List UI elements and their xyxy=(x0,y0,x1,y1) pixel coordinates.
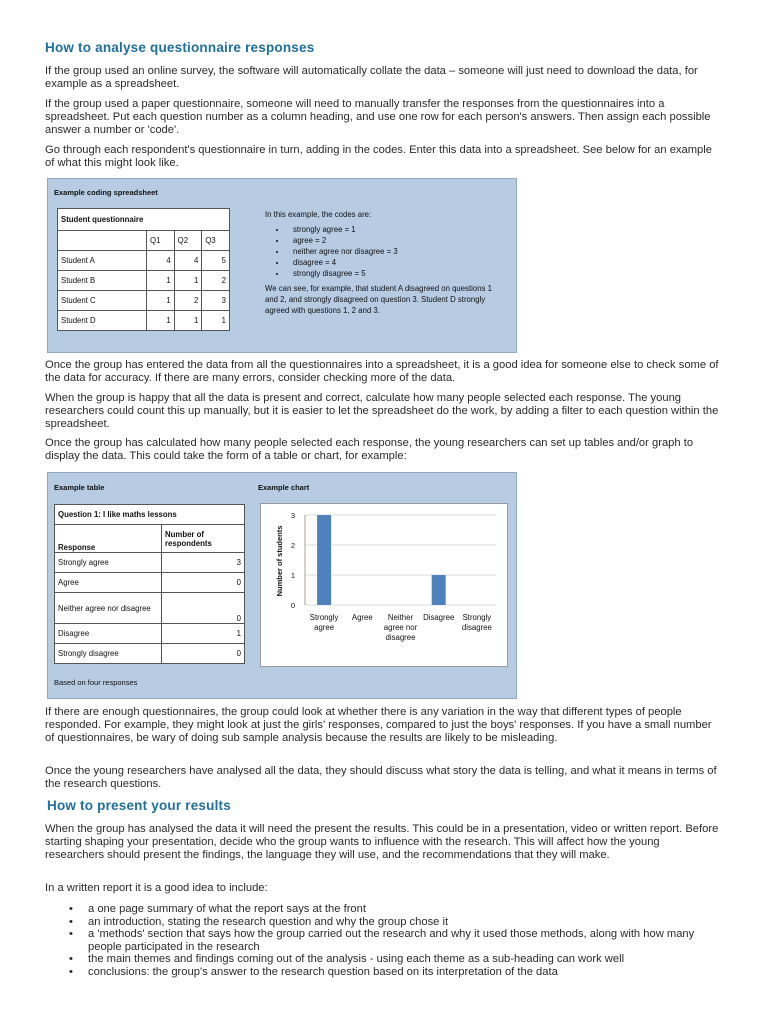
list-item: • disagree = 4 xyxy=(287,257,505,268)
list-item: • conclusions: the group's answer to the research question based on its interpretation of the data xyxy=(70,966,730,979)
table-footnote: Based on four responses xyxy=(54,678,138,687)
table-row xyxy=(55,573,245,593)
codes-intro: In this example, the codes are: xyxy=(265,210,372,219)
cell: 1 xyxy=(174,271,202,291)
y-tick-label: 0 xyxy=(290,601,295,610)
cell: Strongly disagree xyxy=(55,644,162,664)
paragraph: If there are enough questionnaires, the group could look at whether there is any variation in the way that different types of people responded. For example, they might look at just the girls' responses, compared to just the boys' responses. If you have a small number of questionnaires, be wary of doing sub sample analysis because the results are likely to be misleading. xyxy=(45,706,712,744)
cell: 1 xyxy=(147,291,175,311)
cell: 1 xyxy=(147,311,175,331)
cell: 5 xyxy=(202,251,230,271)
cell: 0 xyxy=(162,573,245,593)
list-item: • strongly agree = 1 xyxy=(287,224,505,235)
paragraph: Once the group has calculated how many people selected each response, the young researchers can set up tables and/or graph to display the data. This could take the form of a table or chart, for example: xyxy=(45,437,694,462)
list-item: • strongly disagree = 5 xyxy=(287,268,505,279)
x-tick-label: Neither agree nor disagree xyxy=(383,613,418,642)
column-header: Response xyxy=(55,525,162,553)
cell: Neither agree nor disagree xyxy=(55,593,162,624)
chart-label: Example chart xyxy=(258,483,310,492)
table-row xyxy=(55,644,245,664)
table-row xyxy=(58,271,230,291)
list-item: • a one page summary of what the report says at the front xyxy=(70,903,730,916)
bar xyxy=(432,575,446,605)
cell: 1 xyxy=(174,311,202,331)
paragraph: Go through each respondent's questionnaire in turn, adding in the codes. Enter this data into a spreadsheet. See below for an example of what this might look like. xyxy=(45,144,712,169)
table-row xyxy=(55,593,245,624)
row-label: Student D xyxy=(58,311,147,331)
codes-note: We can see, for example, that student A disagreed on questions 1 and 2, and strongly disagreed on question 3. Student D strongly agreed with questions 1, 2 and 3. xyxy=(265,284,492,315)
report-contents-list xyxy=(70,903,730,979)
paragraph: When the group is happy that all the data is present and correct, calculate how many people selected each response. The young researchers could count this up manually, but it is easier to let the spreadsheet do the work, by adding a filter to each question within the spreadsheet. xyxy=(45,392,719,430)
paragraph: If the group used a paper questionnaire, someone will need to manually transfer the responses from the questionnaires into a spreadsheet. Put each question number as a column heading, and use one row for each person's answers. Then assign each possible answer a number or 'code'. xyxy=(45,98,711,136)
cell: 2 xyxy=(174,291,202,311)
cell: 4 xyxy=(174,251,202,271)
row-label: Student C xyxy=(58,291,147,311)
list-item: • an introduction, stating the research question and why the group chose it xyxy=(70,916,730,929)
table-title: Student questionnaire xyxy=(58,209,230,231)
cell: 3 xyxy=(202,291,230,311)
table-row xyxy=(55,553,245,573)
cell: 1 xyxy=(202,311,230,331)
paragraph: Once the group has entered the data from all the questionnaires into a spreadsheet, it is a good idea for someone else to check some of the data for accuracy. If there are many errors, consider checking more of the data. xyxy=(45,359,719,384)
table-title: Question 1: I like maths lessons xyxy=(55,505,245,525)
cell: 0 xyxy=(162,644,245,664)
coding-table xyxy=(57,208,230,331)
cell: Agree xyxy=(55,573,162,593)
column-header: Q3 xyxy=(202,231,230,251)
section-heading-present: How to present your results xyxy=(47,798,231,813)
row-label: Student B xyxy=(58,271,147,291)
paragraph: Once the young researchers have analysed all the data, they should discuss what story the data is telling, and what it means in terms of the research questions. xyxy=(45,765,717,790)
bar xyxy=(317,515,331,605)
cell: 3 xyxy=(162,553,245,573)
list-item: • neither agree nor disagree = 3 xyxy=(287,246,505,257)
table-row xyxy=(55,624,245,644)
y-tick-label: 1 xyxy=(290,571,295,580)
row-label: Student A xyxy=(58,251,147,271)
codes-explanation xyxy=(265,209,505,316)
cell: 2 xyxy=(202,271,230,291)
section-heading-analyse: How to analyse questionnaire responses xyxy=(45,40,315,55)
column-header: Q2 xyxy=(174,231,202,251)
paragraph: If the group used an online survey, the software will automatically collate the data – someone will just need to download the data, for example as a spreadsheet. xyxy=(45,65,698,90)
list-item: • agree = 2 xyxy=(287,235,505,246)
y-tick-label: 2 xyxy=(290,541,295,550)
x-tick-label: Agree xyxy=(351,613,373,622)
cell: 4 xyxy=(147,251,175,271)
cell: Disagree xyxy=(55,624,162,644)
figure-label: Example coding spreadsheet xyxy=(54,188,158,197)
paragraph: When the group has analysed the data it will need the present the results. This could be in a presentation, video or written report. Before starting shaping your presentation, decide who the group wants to influence with the research. This will affect how the young researchers should present the findings, the language they will use, and the recommendations that they will make. xyxy=(45,823,719,861)
column-header: Q1 xyxy=(147,231,175,251)
table-row xyxy=(58,311,230,331)
x-tick-label: Strongly disagree xyxy=(461,613,492,632)
table-row xyxy=(58,251,230,271)
column-header: Number of respondents xyxy=(162,525,245,553)
x-tick-label: Strongly agree xyxy=(309,613,339,632)
x-tick-label: Disagree xyxy=(423,613,455,622)
list-item: • the main themes and findings coming out of the analysis - using each theme as a sub-heading can work well xyxy=(70,953,730,966)
cell: Strongly agree xyxy=(55,553,162,573)
list-item: • a 'methods' section that says how the group carried out the research and why it used those methods, along with how many people participated in the research xyxy=(70,928,730,953)
y-axis-label: Number of students xyxy=(275,525,284,597)
codes-list xyxy=(265,224,505,279)
table-label: Example table xyxy=(54,483,105,492)
cell: 1 xyxy=(147,271,175,291)
cell: 0 xyxy=(162,593,245,624)
responses-table xyxy=(54,504,245,664)
y-tick-label: 3 xyxy=(290,511,295,520)
table-row xyxy=(58,291,230,311)
paragraph: In a written report it is a good idea to include: xyxy=(45,882,268,894)
cell: 1 xyxy=(162,624,245,644)
